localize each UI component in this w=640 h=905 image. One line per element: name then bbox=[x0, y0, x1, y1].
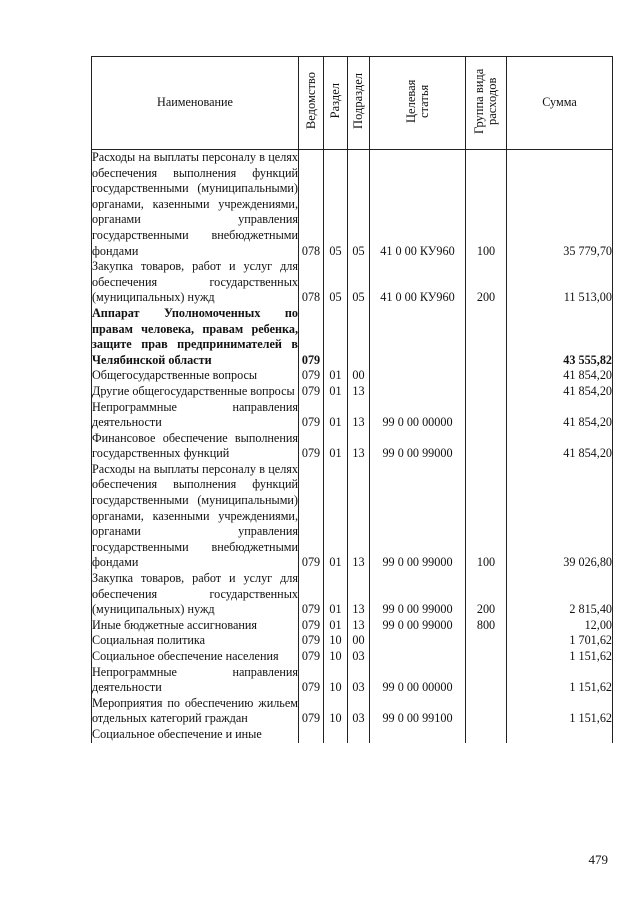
cell-ved: 079 bbox=[299, 665, 324, 696]
cell-podr: 03 bbox=[348, 696, 370, 727]
cell-cel bbox=[370, 368, 466, 384]
cell-podr bbox=[348, 306, 370, 368]
table-row bbox=[92, 727, 613, 743]
cell-ved: 079 bbox=[299, 384, 324, 400]
cell-cel: 99 0 00 99000 bbox=[370, 618, 466, 634]
cell-sum: 12,00 bbox=[507, 618, 613, 634]
cell-grp: 100 bbox=[466, 462, 507, 571]
cell-ved: 079 bbox=[299, 431, 324, 462]
cell-ved: 078 bbox=[299, 259, 324, 306]
cell-podr: 13 bbox=[348, 431, 370, 462]
cell-ved: 079 bbox=[299, 649, 324, 665]
cell-sum: 11 513,00 bbox=[507, 259, 613, 306]
cell-grp bbox=[466, 649, 507, 665]
table-row bbox=[92, 400, 613, 431]
cell-ved: 079 bbox=[299, 368, 324, 384]
cell-cel: 41 0 00 КУ960 bbox=[370, 259, 466, 306]
table-row bbox=[92, 633, 613, 649]
cell-grp bbox=[466, 306, 507, 368]
cell-podr: 00 bbox=[348, 633, 370, 649]
cell-cel bbox=[370, 384, 466, 400]
cell-grp bbox=[466, 696, 507, 727]
table-row bbox=[92, 150, 613, 260]
cell-grp: 800 bbox=[466, 618, 507, 634]
cell-name: Расходы на выплаты персоналу в целях обеспечения выполнения функций государственными (муниципальными) органами, казенными учреждениями, органами управления государственными внебюджетными фондами bbox=[92, 150, 298, 258]
cell-ved bbox=[299, 727, 324, 743]
table-row bbox=[92, 649, 613, 665]
cell-razd: 10 bbox=[324, 649, 348, 665]
cell-name: Расходы на выплаты персоналу в целях обеспечения выполнения функций государственными (муниципальными) органами, казенными учреждениями, органами управления государственными внебюджетными фондами bbox=[92, 461, 298, 570]
cell-razd: 10 bbox=[324, 696, 348, 727]
cell-sum: 1 151,62 bbox=[507, 649, 613, 665]
cell-podr: 00 bbox=[348, 368, 370, 384]
page-number: 479 bbox=[588, 852, 608, 867]
table-row bbox=[92, 259, 613, 306]
cell-grp: 200 bbox=[466, 259, 507, 306]
table-row bbox=[92, 431, 613, 462]
cell-sum: 1 151,62 bbox=[507, 696, 613, 727]
header-ved: Ведомство bbox=[303, 72, 318, 130]
header-name: Наименование bbox=[92, 57, 299, 150]
table-row bbox=[92, 618, 613, 634]
cell-ved: 079 bbox=[299, 306, 324, 368]
cell-sum: 41 854,20 bbox=[507, 400, 613, 431]
cell-podr: 13 bbox=[348, 400, 370, 431]
cell-cel bbox=[370, 727, 466, 743]
cell-ved: 079 bbox=[299, 633, 324, 649]
cell-ved: 079 bbox=[299, 571, 324, 618]
cell-razd: 01 bbox=[324, 462, 348, 571]
cell-ved: 079 bbox=[299, 618, 324, 634]
cell-sum: 41 854,20 bbox=[507, 431, 613, 462]
table-row bbox=[92, 306, 613, 368]
cell-razd: 10 bbox=[324, 665, 348, 696]
cell-grp: 100 bbox=[466, 150, 507, 260]
cell-grp bbox=[466, 431, 507, 462]
cell-cel bbox=[370, 633, 466, 649]
cell-ved: 079 bbox=[299, 696, 324, 727]
cell-sum: 2 815,40 bbox=[507, 571, 613, 618]
cell-podr: 03 bbox=[348, 649, 370, 665]
cell-grp bbox=[466, 727, 507, 743]
cell-podr: 13 bbox=[348, 571, 370, 618]
cell-razd: 01 bbox=[324, 368, 348, 384]
cell-name: Закупка товаров, работ и услуг для обеспечения государственных (муниципальных) нужд bbox=[92, 571, 298, 617]
cell-name: Финансовое обеспечение выполнения государственных функций bbox=[92, 430, 298, 461]
cell-cel bbox=[370, 306, 466, 368]
cell-podr: 03 bbox=[348, 665, 370, 696]
cell-grp bbox=[466, 400, 507, 431]
cell-sum: 35 779,70 bbox=[507, 150, 613, 260]
cell-razd: 10 bbox=[324, 633, 348, 649]
cell-razd: 05 bbox=[324, 259, 348, 306]
cell-podr: 13 bbox=[348, 618, 370, 634]
header-razd: Раздел bbox=[328, 83, 342, 119]
cell-cel: 99 0 00 00000 bbox=[370, 665, 466, 696]
cell-razd: 01 bbox=[324, 431, 348, 462]
table-row bbox=[92, 696, 613, 727]
cell-razd: 01 bbox=[324, 571, 348, 618]
cell-sum: 43 555,82 bbox=[507, 306, 613, 368]
cell-grp bbox=[466, 665, 507, 696]
table-row bbox=[92, 368, 613, 384]
cell-cel: 41 0 00 КУ960 bbox=[370, 150, 466, 260]
cell-cel: 99 0 00 99000 bbox=[370, 462, 466, 571]
cell-name: Общегосударственные вопросы bbox=[92, 368, 299, 384]
cell-razd: 05 bbox=[324, 150, 348, 260]
cell-sum: 41 854,20 bbox=[507, 384, 613, 400]
header-podr: Подраздел bbox=[351, 72, 365, 129]
table-row bbox=[92, 462, 613, 571]
cell-razd: 01 bbox=[324, 384, 348, 400]
cell-razd: 01 bbox=[324, 400, 348, 431]
cell-name: Иные бюджетные ассигнования bbox=[92, 618, 299, 634]
cell-cel: 99 0 00 00000 bbox=[370, 400, 466, 431]
header-grp: Группа вида расходов bbox=[472, 68, 499, 134]
table-row bbox=[92, 665, 613, 696]
cell-cel: 99 0 00 99000 bbox=[370, 571, 466, 618]
header-sum: Сумма bbox=[507, 57, 613, 150]
cell-grp bbox=[466, 368, 507, 384]
cell-name: Мероприятия по обеспечению жильем отдельных категорий граждан bbox=[92, 695, 298, 726]
cell-grp: 200 bbox=[466, 571, 507, 618]
budget-table bbox=[91, 56, 613, 743]
cell-ved: 078 bbox=[299, 150, 324, 260]
cell-razd bbox=[324, 306, 348, 368]
cell-podr: 13 bbox=[348, 462, 370, 571]
cell-name: Непрограммные направления деятельности bbox=[92, 664, 298, 695]
cell-podr: 13 bbox=[348, 384, 370, 400]
cell-sum bbox=[507, 727, 613, 743]
cell-name: Социальное обеспечение населения bbox=[92, 649, 299, 665]
cell-podr: 05 bbox=[348, 259, 370, 306]
cell-cel: 99 0 00 99100 bbox=[370, 696, 466, 727]
cell-razd: 01 bbox=[324, 618, 348, 634]
cell-grp bbox=[466, 384, 507, 400]
cell-cel: 99 0 00 99000 bbox=[370, 431, 466, 462]
cell-name: Социальная политика bbox=[92, 633, 299, 649]
cell-name: Непрограммные направления деятельности bbox=[92, 399, 298, 430]
table-header-row bbox=[92, 57, 613, 150]
cell-sum: 1 151,62 bbox=[507, 665, 613, 696]
cell-ved: 079 bbox=[299, 462, 324, 571]
cell-cel bbox=[370, 649, 466, 665]
table-row bbox=[92, 571, 613, 618]
cell-podr bbox=[348, 727, 370, 743]
cell-razd bbox=[324, 727, 348, 743]
cell-sum: 39 026,80 bbox=[507, 462, 613, 571]
cell-grp bbox=[466, 633, 507, 649]
cell-sum: 1 701,62 bbox=[507, 633, 613, 649]
cell-name: Социальное обеспечение и иные bbox=[92, 727, 299, 743]
cell-name: Закупка товаров, работ и услуг для обеспечения государственных (муниципальных) нужд bbox=[92, 259, 298, 305]
cell-name: Аппарат Уполномоченных по правам человека, правам ребенка, защите прав предпринимателей в Челябинской области bbox=[92, 305, 298, 367]
header-cel: Целевая статья bbox=[403, 79, 431, 123]
cell-name: Другие общегосударственные вопросы bbox=[92, 384, 299, 400]
cell-ved: 079 bbox=[299, 400, 324, 431]
cell-podr: 05 bbox=[348, 150, 370, 260]
table-row bbox=[92, 384, 613, 400]
cell-sum: 41 854,20 bbox=[507, 368, 613, 384]
